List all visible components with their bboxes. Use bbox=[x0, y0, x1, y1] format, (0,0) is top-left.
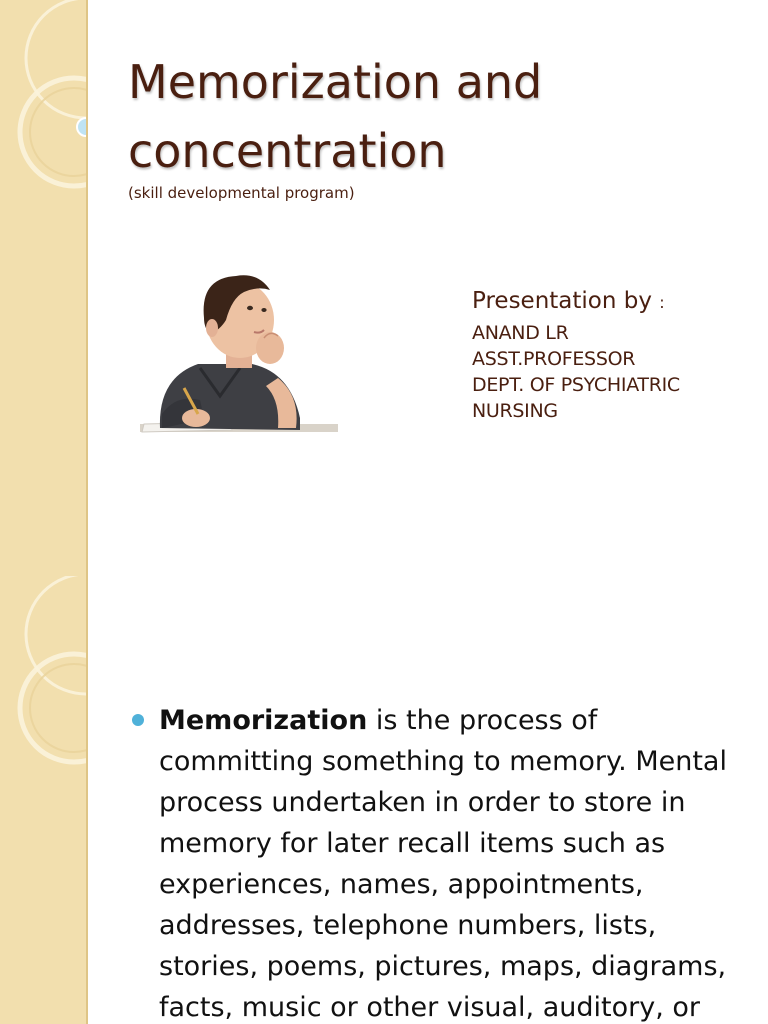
decorative-circles-icon bbox=[0, 0, 86, 576]
bullet-dot-icon bbox=[132, 714, 144, 726]
decorative-circles-icon bbox=[0, 576, 86, 1024]
slide-title: Memorization and concentration bbox=[128, 55, 543, 178]
slide-subtitle: (skill developmental program) bbox=[128, 184, 355, 202]
presenter-info bbox=[472, 288, 752, 424]
bullet-memorization bbox=[132, 700, 752, 1024]
presenter-position: ASST.PROFESSOR bbox=[472, 348, 636, 370]
boy-thinking-illustration bbox=[140, 268, 340, 440]
bullet-term: Memorization bbox=[159, 705, 368, 736]
decorative-side-band bbox=[0, 0, 88, 576]
presenter-heading bbox=[472, 288, 752, 314]
presenter-colon: : bbox=[659, 293, 665, 312]
decorative-side-band-2 bbox=[0, 576, 88, 1024]
presenter-department: DEPT. OF PSYCHIATRIC NURSING bbox=[472, 374, 680, 422]
bullet-text bbox=[159, 700, 752, 1024]
presenter-label: Presentation by bbox=[472, 288, 652, 314]
bullet-definition: is the process of committing something to memory. Mental process undertaken in order to store in memory for later recall items such as experiences, names, appointments, addresses, telephone numbers, lists, stories, poems, pictures, maps, diagrams, facts, music or other visual, auditory, or bbox=[159, 705, 727, 1023]
content-slide bbox=[0, 576, 768, 1024]
presenter-name: ANAND LR bbox=[472, 322, 569, 344]
